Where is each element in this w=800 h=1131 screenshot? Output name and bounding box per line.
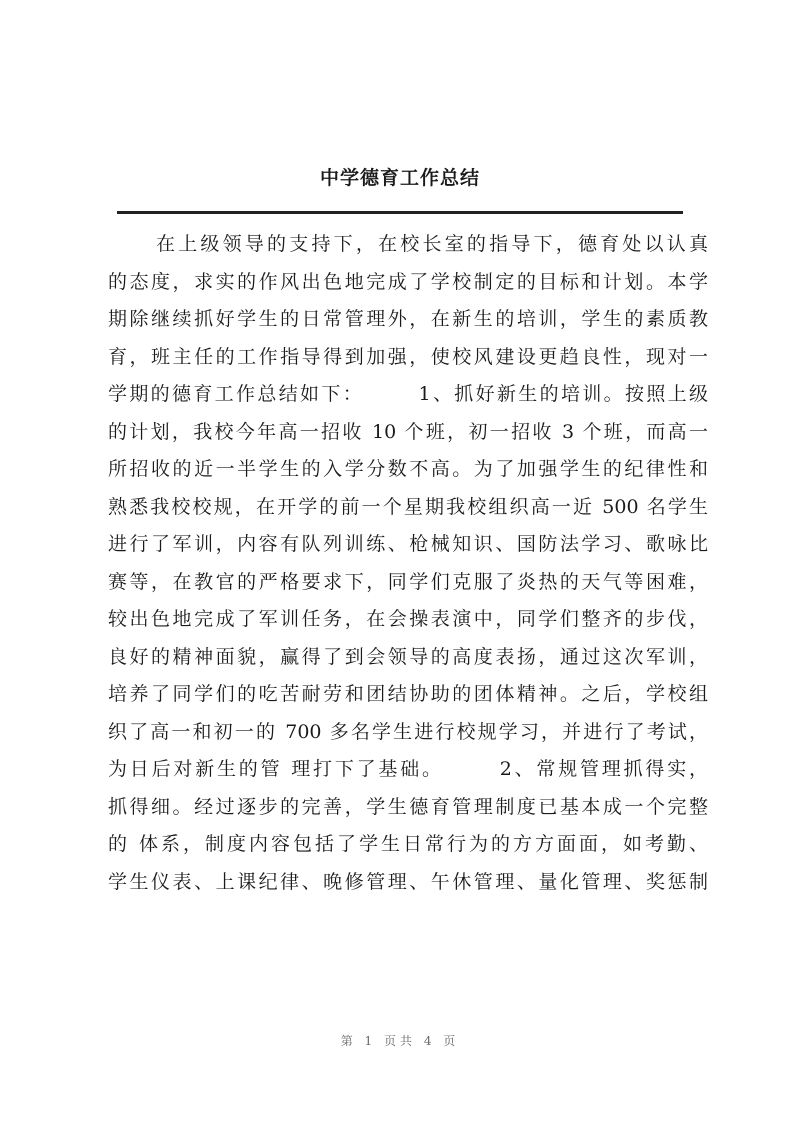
- document-title: 中学德育工作总结: [319, 167, 480, 189]
- title-divider: [117, 211, 683, 214]
- body-line: 学期的德育工作总结如下： 1、抓好新生的培训。按照上级: [108, 383, 708, 405]
- body-line: 较出色地完成了军训任务，在会操表演中，同学们整齐的步伐，: [108, 608, 708, 630]
- body-line: 赛等，在教官的严格要求下，同学们克服了炎热的天气等困难，: [108, 570, 708, 593]
- body-line: 织了高一和初一的 700 多名学生进行校规学习，并进行了考试，: [108, 720, 708, 743]
- body-line: 为日后对新生的管 理打下了基础。 2、常规管理抓得实，: [108, 758, 708, 780]
- body-line: 良好的精神面貌，赢得了到会领导的高度表扬，通过这次军训，: [108, 645, 708, 668]
- body-line: 期除继续抓好学生的日常管理外，在新生的培训，学生的素质教: [108, 308, 708, 330]
- body-line: 育，班主任的工作指导得到加强，使校风建设更趋良性，现对一: [108, 345, 708, 368]
- body-line: 抓得细。经过逐步的完善，学生德育管理制度已基本成一个完整: [108, 795, 708, 818]
- body-line: 学生仪表、上课纪律、晚修管理、午休管理、量化管理、奖惩制: [108, 870, 708, 893]
- body-line: 的计划，我校今年高一招收 10 个班，初一招收 3 个班，而高一: [108, 420, 708, 443]
- body-line: 熟悉我校校规，在开学的前一个星期我校组织高一近 500 名学生: [108, 495, 708, 518]
- page-number: 第 1 页共 4 页: [340, 1034, 460, 1048]
- body-line: 进行了军训，内容有队列训练、枪械知识、国防法学习、歌咏比: [108, 533, 708, 555]
- document-body: [108, 226, 708, 901]
- body-line: 的态度，求实的作风出色地完成了学校制定的目标和计划。本学: [108, 270, 708, 293]
- body-line: 在上级领导的支持下，在校长室的指导下，德育处以认真: [156, 233, 708, 255]
- body-line: 的 体系，制度内容包括了学生日常行为的方方面面，如考勤、: [108, 833, 708, 855]
- body-line: 培养了同学们的吃苦耐劳和团结协助的团体精神。之后，学校组: [108, 683, 708, 705]
- body-line: 所招收的近一半学生的入学分数不高。为了加强学生的纪律性和: [108, 458, 708, 480]
